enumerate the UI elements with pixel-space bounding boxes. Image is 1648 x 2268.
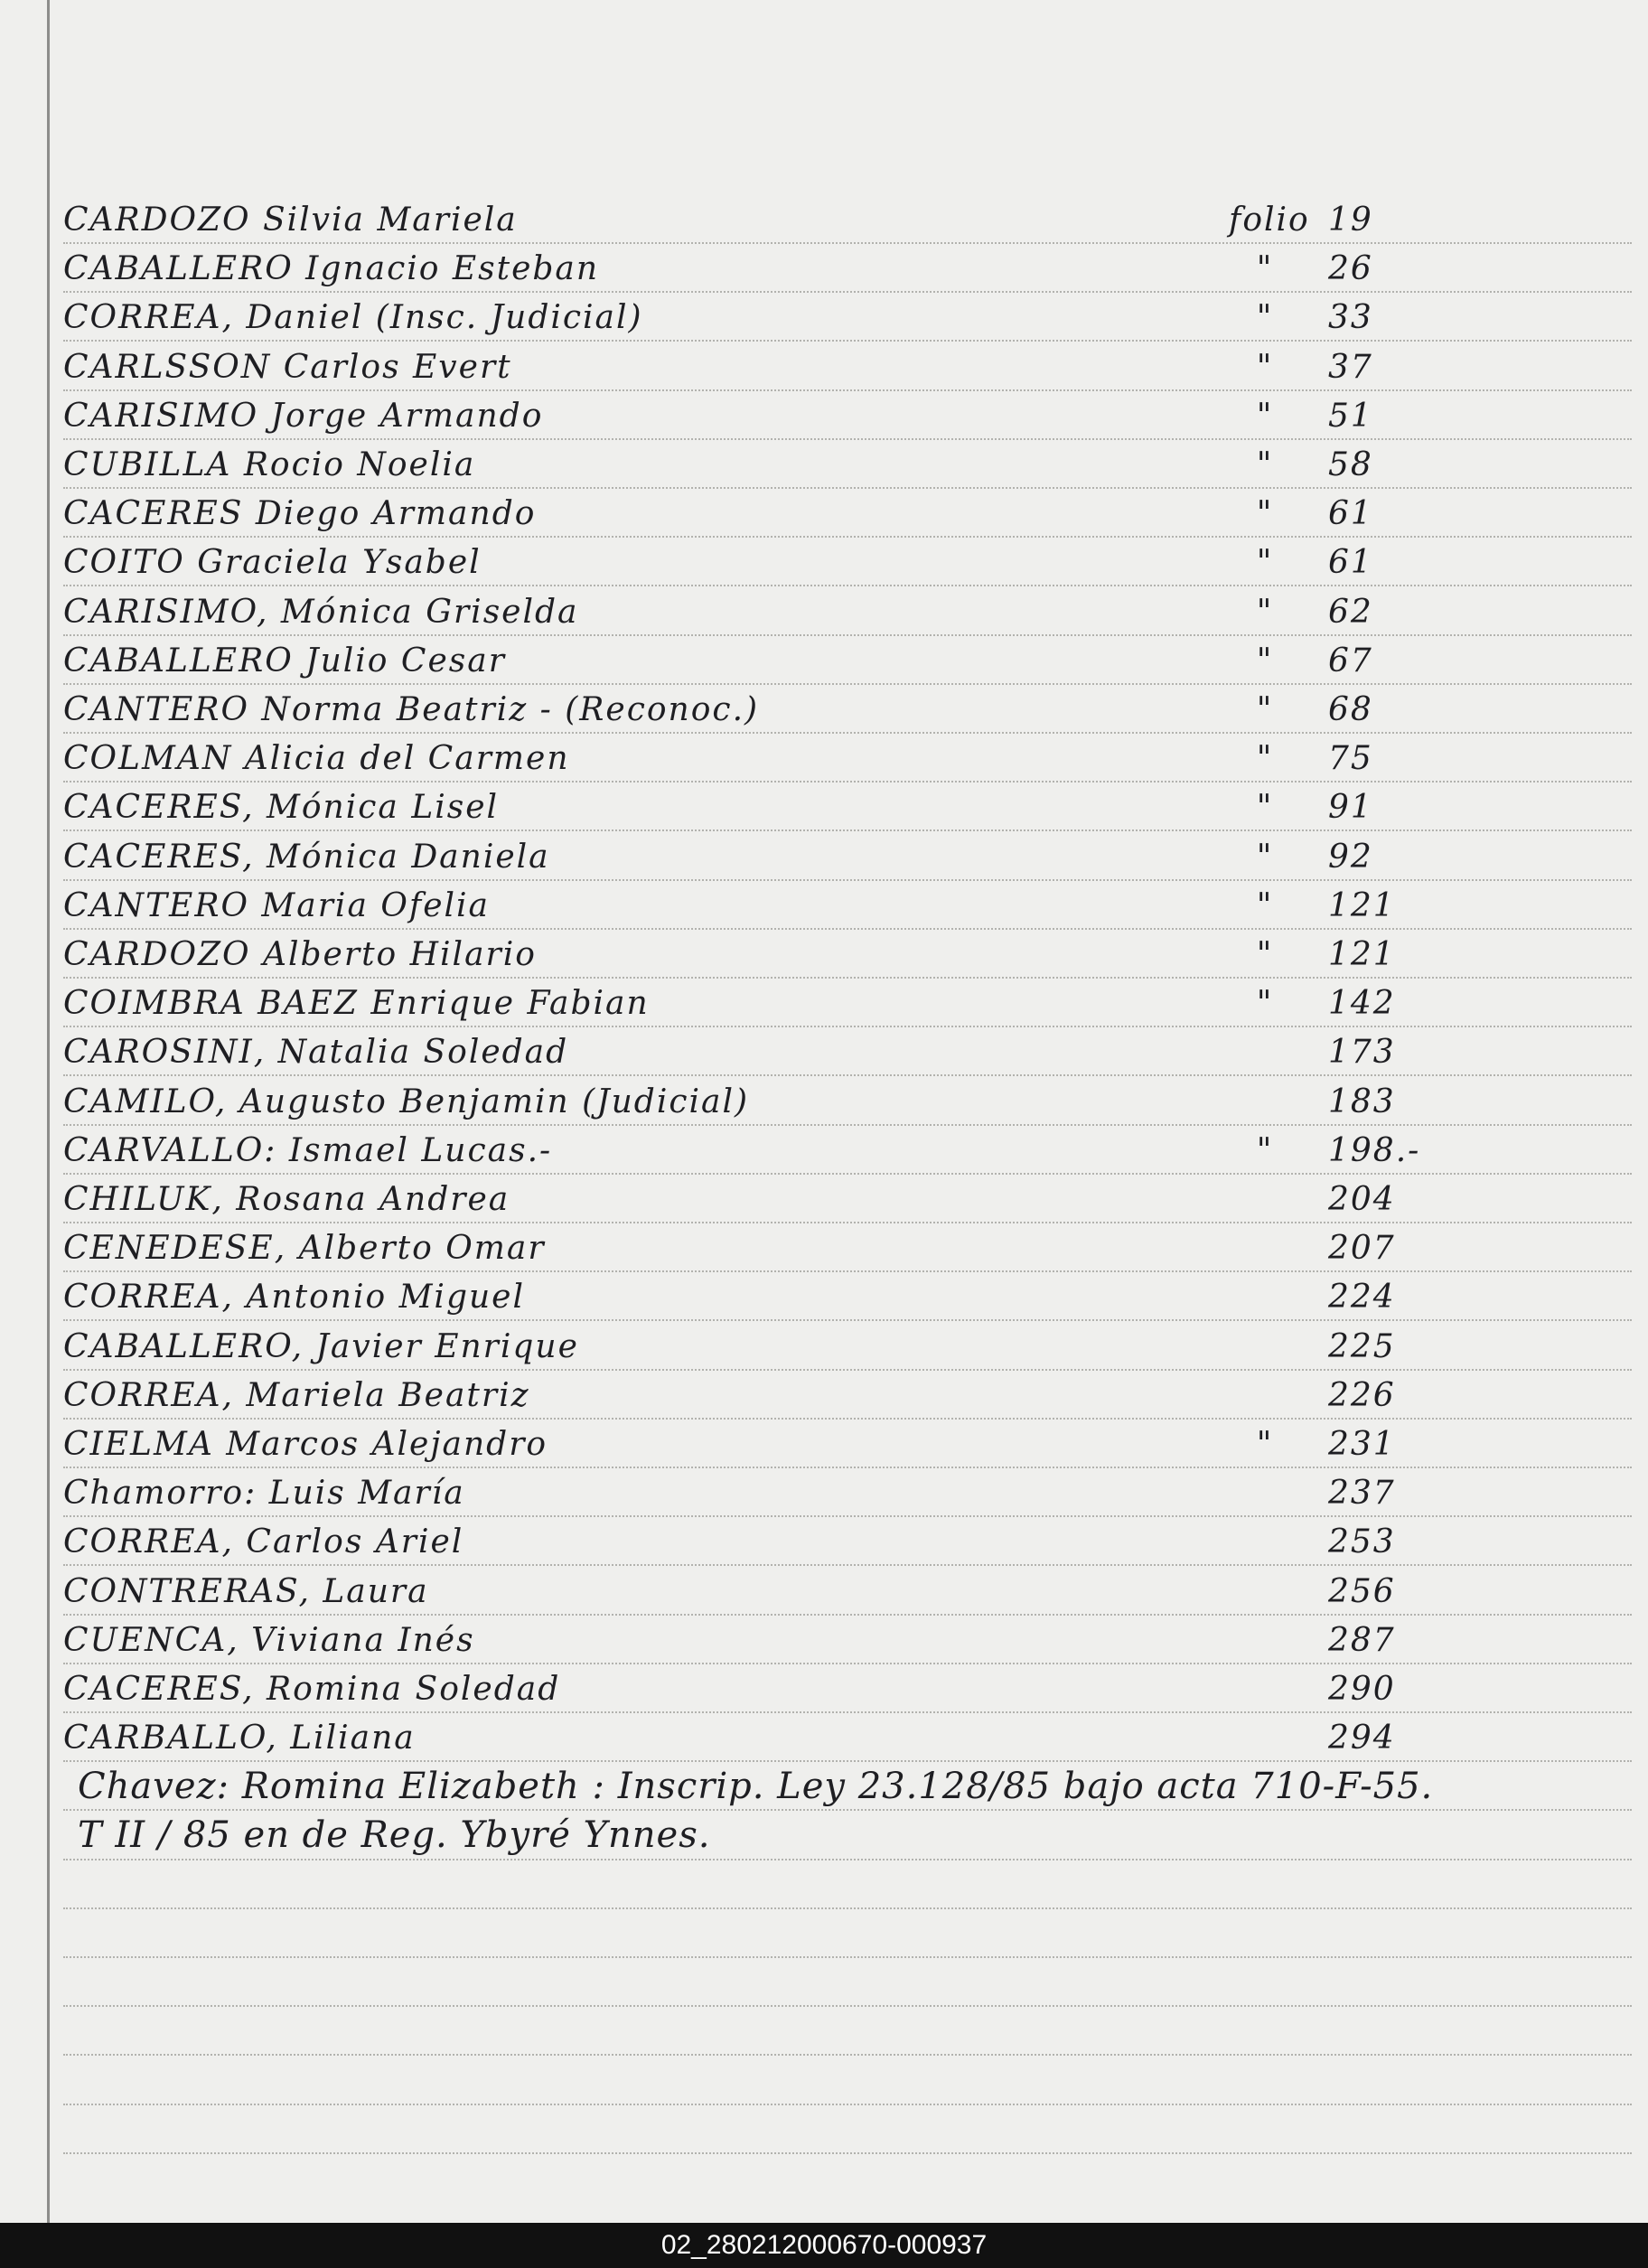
ledger-entry [63, 1617, 1612, 1663]
registration-note-line-1: Chavez: Romina Elizabeth : Inscrip. Ley 23.128/85 bajo acta 710-F-55. [78, 1766, 1434, 1807]
ledger-entry [63, 589, 1612, 634]
entry-folio: 26 [1328, 250, 1373, 287]
entry-folio: 256 [1328, 1573, 1396, 1610]
entry-name: CORREA, Mariela Beatriz [63, 1377, 530, 1414]
ledger-entry [63, 1373, 1612, 1418]
entry-name: COITO Graciela Ysabel [63, 544, 482, 581]
entry-mark: " [1256, 1426, 1274, 1463]
ledger-entry [63, 883, 1612, 928]
entry-folio: 207 [1328, 1230, 1396, 1267]
entry-name: CACERES, Romina Soledad [63, 1671, 561, 1708]
entry-name: CORREA, Carlos Ariel [63, 1523, 464, 1560]
entry-folio: 51 [1328, 398, 1373, 435]
ledger-entry [63, 980, 1612, 1026]
entry-mark: " [1256, 544, 1274, 581]
entry-name: COIMBRA BAEZ Enrique Fabian [63, 985, 650, 1022]
entry-mark: " [1256, 299, 1274, 336]
ledger-entry [63, 539, 1612, 585]
entry-name: CARISIMO, Mónica Griselda [63, 594, 579, 631]
entry-name: CARVALLO: Ismael Lucas.- [63, 1132, 553, 1169]
ledger-entry [63, 687, 1612, 732]
entry-folio: 226 [1328, 1377, 1396, 1414]
entry-folio: 61 [1328, 495, 1373, 532]
entry-folio: 225 [1328, 1328, 1396, 1365]
image-caption: 02_280212000670-000937 [0, 2223, 1648, 2268]
entry-folio: 294 [1328, 1720, 1396, 1757]
ledger-entry [63, 197, 1612, 242]
ledger-entry [63, 784, 1612, 829]
entry-folio: 37 [1328, 349, 1373, 386]
entry-name: CUENCA, Viviana Inés [63, 1622, 475, 1659]
ledger-entry [63, 1176, 1612, 1222]
entry-folio: 204 [1328, 1181, 1396, 1218]
entry-name: CACERES, Mónica Daniela [63, 839, 550, 876]
entry-folio: 183 [1328, 1083, 1396, 1120]
ledger-entry [63, 1225, 1612, 1270]
entry-name: CARISIMO Jorge Armando [63, 398, 544, 435]
entry-name: CACERES Diego Armando [63, 495, 537, 532]
entry-name: CIELMA Marcos Alejandro [63, 1426, 548, 1463]
ledger-entry [63, 1324, 1612, 1369]
entry-mark: " [1256, 398, 1274, 435]
ledger-entry [63, 1274, 1612, 1319]
entry-name: CABALLERO Julio Cesar [63, 642, 506, 679]
entry-name: CANTERO Norma Beatriz - (Reconoc.) [63, 691, 760, 728]
entry-mark: " [1256, 250, 1274, 287]
entry-folio: 287 [1328, 1622, 1396, 1659]
ledger-entry [63, 1715, 1612, 1760]
entry-name: CAROSINI, Natalia Soledad [63, 1034, 569, 1071]
entry-folio: 61 [1328, 544, 1373, 581]
ledger-entry [63, 932, 1612, 977]
ledger-entry [63, 736, 1612, 781]
entry-mark: " [1256, 1132, 1274, 1169]
entry-mark: " [1256, 446, 1274, 483]
ledger-entry [63, 1128, 1612, 1173]
entry-folio: 198.- [1328, 1132, 1421, 1169]
ledger-entry [63, 1470, 1612, 1515]
entry-mark: " [1256, 985, 1274, 1022]
entry-name: CORREA, Antonio Miguel [63, 1279, 525, 1316]
ledger-entry [63, 638, 1612, 683]
ledger-entry [63, 246, 1612, 291]
entry-mark: " [1256, 349, 1274, 386]
entry-mark: " [1256, 740, 1274, 777]
ledger-entry [63, 834, 1612, 879]
entry-folio: 231 [1328, 1426, 1396, 1463]
entry-mark: " [1256, 839, 1274, 876]
entry-name: CHILUK, Rosana Andrea [63, 1181, 510, 1218]
entry-folio: 68 [1328, 691, 1373, 728]
entry-folio: 290 [1328, 1671, 1396, 1708]
entry-mark: " [1256, 789, 1274, 826]
entry-name: CENEDESE, Alberto Omar [63, 1230, 546, 1267]
entry-name: CUBILLA Rocio Noelia [63, 446, 476, 483]
entry-folio: 67 [1328, 642, 1373, 679]
entry-folio: 173 [1328, 1034, 1396, 1071]
entry-folio: 19 [1328, 201, 1373, 239]
ledger-entry [63, 393, 1612, 438]
ledger-entry [63, 1569, 1612, 1614]
ledger-entry [63, 344, 1612, 389]
entry-mark: " [1256, 691, 1274, 728]
entry-mark: " [1256, 936, 1274, 973]
entry-folio: 33 [1328, 299, 1373, 336]
entry-folio: 121 [1328, 936, 1396, 973]
entry-folio: 142 [1328, 985, 1396, 1022]
entry-name: Chamorro: Luis María [63, 1475, 465, 1512]
ledger-entry [63, 1421, 1612, 1467]
ledger-entry [63, 1029, 1612, 1074]
entry-name: CARDOZO Silvia Mariela [63, 201, 518, 239]
entry-folio: 253 [1328, 1523, 1396, 1560]
entry-folio: 75 [1328, 740, 1373, 777]
ledger-entry [63, 295, 1612, 340]
entry-name: CONTRERAS, Laura [63, 1573, 429, 1610]
registration-note-line-2: T II / 85 en de Reg. Ybyré Ynnes. [78, 1814, 711, 1857]
entry-mark: folio [1229, 201, 1310, 239]
entry-name: CABALLERO, Javier Enrique [63, 1328, 579, 1365]
entry-mark: " [1256, 887, 1274, 924]
entry-name: COLMAN Alicia del Carmen [63, 740, 570, 777]
entry-folio: 58 [1328, 446, 1373, 483]
entry-folio: 92 [1328, 839, 1373, 876]
entry-name: CARBALLO, Liliana [63, 1720, 416, 1757]
entry-mark: " [1256, 594, 1274, 631]
entry-name: CAMILO, Augusto Benjamin (Judicial) [63, 1083, 750, 1120]
ledger-entry [63, 1079, 1612, 1124]
ledger-entry [63, 442, 1612, 487]
entry-folio: 121 [1328, 887, 1396, 924]
entry-folio: 91 [1328, 789, 1373, 826]
entry-mark: " [1256, 495, 1274, 532]
entry-name: CACERES, Mónica Lisel [63, 789, 500, 826]
entry-name: CORREA, Daniel (Insc. Judicial) [63, 299, 643, 336]
entry-mark: " [1256, 642, 1274, 679]
ledger-entry [63, 1519, 1612, 1564]
entry-name: CARDOZO Alberto Hilario [63, 936, 537, 973]
ledger-entry [63, 1666, 1612, 1711]
entry-name: CABALLERO Ignacio Esteban [63, 250, 600, 287]
entry-name: CARLSSON Carlos Evert [63, 349, 512, 386]
entry-folio: 224 [1328, 1279, 1396, 1316]
entry-name: CANTERO Maria Ofelia [63, 887, 490, 924]
entry-folio: 237 [1328, 1475, 1396, 1512]
entry-folio: 62 [1328, 594, 1373, 631]
ledger-entry [63, 491, 1612, 536]
